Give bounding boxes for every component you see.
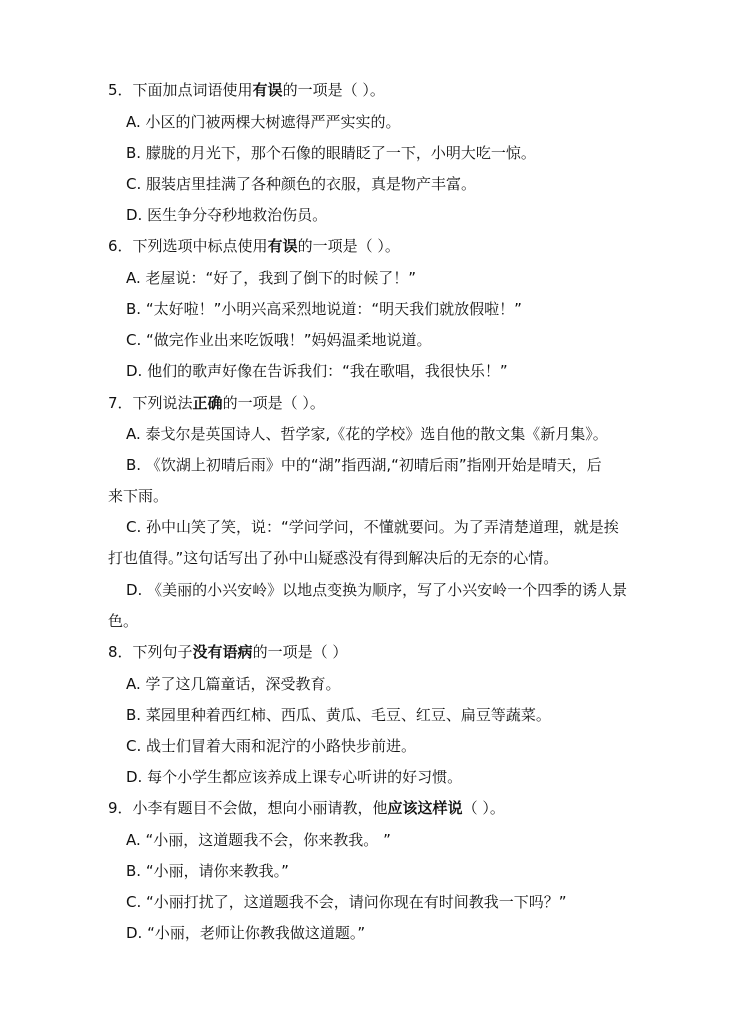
question-8-option-d: D. 每个小学生都应该养成上课专心听讲的好习惯。	[126, 768, 463, 786]
question-5-option-d: D. 医生争分夺秒地救治伤员。	[126, 206, 328, 224]
emphasis: 正确	[192, 394, 223, 412]
emphasis: 应该这样说	[387, 799, 463, 817]
question-8-option-a: A. 学了这几篇童话，深受教育。	[126, 675, 341, 693]
question-8-stem: 8．下列句子没有语病的一项是（ ）	[108, 643, 348, 661]
question-8-option-c: C. 战士们冒着大雨和泥泞的小路快步前进。	[126, 737, 417, 755]
question-6-stem: 6．下列选项中标点使用有误的一项是（ ）。	[108, 237, 400, 255]
question-7-option-b: B. 《饮湖上初晴后雨》中的“湖”指西湖,“初晴后雨”指刚开始是晴天，后	[126, 456, 602, 474]
question-5-option-c: C. 服装店里挂满了各种颜色的衣服，真是物产丰富。	[126, 175, 477, 193]
question-6-option-a: A. 老屋说：“好了，我到了倒下的时候了！”	[126, 269, 417, 287]
question-7-stem: 7．下列说法正确的一项是（ ）。	[108, 394, 325, 412]
emphasis: 没有语病	[192, 643, 253, 661]
question-6-option-b: B. “太好啦！”小明兴高采烈地说道：“明天我们就放假啦！”	[126, 300, 522, 318]
question-9-option-d: D. “小丽，老师让你教我做这道题。”	[126, 924, 366, 942]
question-5-stem: 5．下面加点词语使用有误的一项是（ ）。	[108, 81, 385, 99]
question-9-option-b: B. “小丽，请你来教我。”	[126, 862, 289, 880]
question-6-option-d: D. 他们的歌声好像在告诉我们：“我在歌唱，我很快乐！”	[126, 362, 508, 380]
question-7-option-c-continued: 打也值得。”这句话写出了孙中山疑惑没有得到解决后的无奈的心情。	[108, 549, 559, 567]
question-7-option-c: C. 孙中山笑了笑，说：“学问学问，不懂就要问。为了弄清楚道理，就是挨	[126, 518, 619, 536]
question-9-option-c: C. “小丽打扰了，这道题我不会，请问你现在有时间教我一下吗？”	[126, 893, 567, 911]
question-5-option-b: B. 朦胧的月光下，那个石像的眼睛眨了一下，小明大吃一惊。	[126, 144, 536, 162]
emphasis: 有误	[252, 81, 283, 99]
question-7-option-d: D. 《美丽的小兴安岭》以地点变换为顺序，写了小兴安岭一个四季的诱人景	[126, 581, 628, 599]
question-9-stem: 9．小李有题目不会做，想向小丽请教，他应该这样说（ ）。	[108, 799, 505, 817]
question-6-option-c: C. “做完作业出来吃饭哦！”妈妈温柔地说道。	[126, 331, 432, 349]
question-7-option-a: A. 泰戈尔是英国诗人、哲学家,《花的学校》选自他的散文集《新月集》。	[126, 425, 608, 443]
question-7-option-d-continued: 色。	[108, 612, 139, 630]
question-5-option-a: A. 小区的门被两棵大树遮得严严实实的。	[126, 113, 401, 131]
question-9-option-a: A. “小丽，这道题我不会，你来教我。 ”	[126, 831, 391, 849]
question-8-option-b: B. 菜园里种着西红柿、西瓜、黄瓜、毛豆、红豆、扁豆等蔬菜。	[126, 706, 551, 724]
question-7-option-b-continued: 来下雨。	[108, 487, 169, 505]
emphasis: 有误	[267, 237, 298, 255]
